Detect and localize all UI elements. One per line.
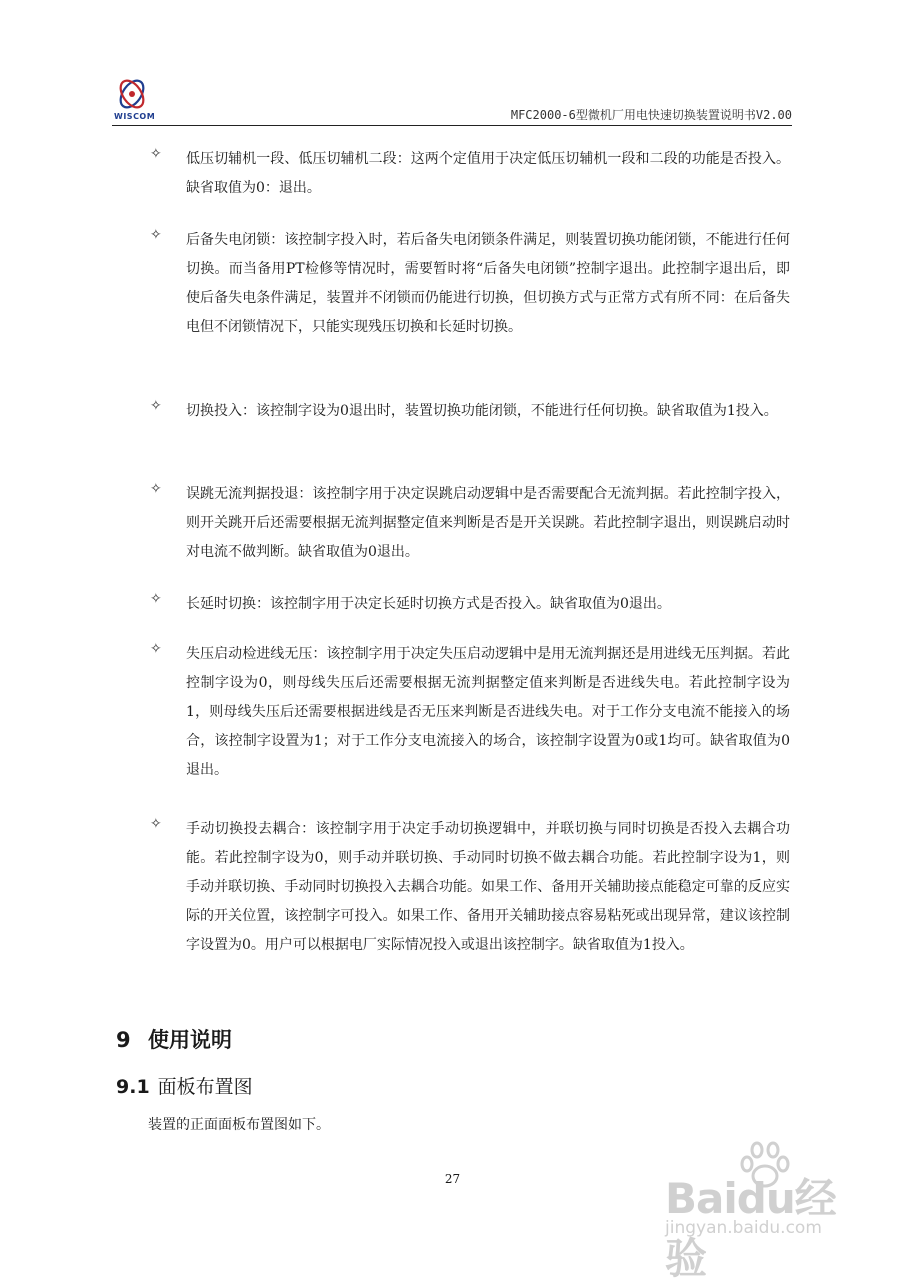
watermark-brand: Baidu经验 [665, 1174, 836, 1283]
list-item-text: 手动切换投去耦合：该控制字用于决定手动切换逻辑中，并联切换与同时切换是否投入去耦合功能。若此控制字设为0，则手动并联切换、手动同时切换不做去耦合功能。若此控制字设为1，则手动并联切换、手动同时切换投入去耦合功能。如果工作、备用开关辅助接点能稳定可靠的反应实际的开关位置，该控制字可投入。如果工作、备用开关辅助接点容易粘死或出现异常，建议该控制字设置为0。用户可以根据电厂实际情况投入或退出该控制字。缺省取值为1投入。 [186, 821, 790, 953]
diamond-bullet-icon: ✧ [150, 227, 162, 243]
list-item-text: 切换投入：该控制字设为0退出时，装置切换功能闭锁，不能进行任何切换。缺省取值为1投入。 [186, 403, 778, 419]
diamond-bullet-icon: ✧ [150, 398, 162, 414]
logo-text: WISCOM [114, 112, 156, 121]
subsection-number: 9.1 [116, 1076, 150, 1098]
header-divider [112, 125, 792, 126]
list-item-text: 失压启动检进线无压：该控制字用于决定失压启动逻辑中是用无流判据还是用进线无压判据。若此控制字设为0，则母线失压后还需要根据无流判据整定值来判断是否进线失电。若此控制字设为1，则母线失压后还需要根据进线是否无压来判断是否进线失电。对于工作分支电流不能接入的场合，该控制字设置为1；对于工作分支电流接入的场合，该控制字设置为0或1均可。缺省取值为0退出。 [186, 646, 790, 778]
section-number: 9 [116, 1028, 131, 1052]
baidu-watermark [663, 1140, 863, 1283]
watermark-url: jingyan.baidu.com [665, 1218, 822, 1238]
document-title: MFC2000-6型微机厂用电快速切换装置说明书V2.00 [510, 108, 792, 122]
list-item-text: 长延时切换：该控制字用于决定长延时切换方式是否投入。缺省取值为0退出。 [186, 596, 671, 612]
diamond-bullet-icon: ✧ [150, 481, 162, 497]
body-paragraph: 装置的正面面板布置图如下。 [148, 1117, 330, 1133]
section-title: 使用说明 [148, 1028, 232, 1052]
list-item-text: 误跳无流判据投退：该控制字用于决定误跳启动逻辑中是否需要配合无流判据。若此控制字投入，则开关跳开后还需要根据无流判据整定值来判断是否是开关误跳。若此控制字退出，则误跳启动时对电流不做判断。缺省取值为0退出。 [186, 486, 790, 560]
subsection-heading [116, 1072, 253, 1099]
list-item-text: 后备失电闭锁：该控制字投入时，若后备失电闭锁条件满足，则装置切换功能闭锁，不能进行任何切换。而当备用PT检修等情况时，需要暂时将“后备失电闭锁”控制字退出。此控制字退出后，即使后备失电条件满足，装置并不闭锁而仍能进行切换，但切换方式与正常方式有所不同：在后备失电但不闭锁情况下，只能实现残压切换和长延时切换。 [186, 232, 790, 335]
page-header [112, 72, 792, 128]
diamond-bullet-icon: ✧ [150, 591, 162, 607]
page-number: 27 [444, 1172, 461, 1186]
diamond-bullet-icon: ✧ [150, 641, 162, 657]
diamond-bullet-icon: ✧ [150, 816, 162, 832]
list-item-text: 低压切辅机一段、低压切辅机二段：这两个定值用于决定低压切辅机一段和二段的功能是否投入。缺省取值为0：退出。 [186, 151, 790, 196]
diamond-bullet-icon: ✧ [150, 146, 162, 162]
subsection-title: 面板布置图 [157, 1076, 253, 1098]
section-heading [116, 1024, 232, 1054]
